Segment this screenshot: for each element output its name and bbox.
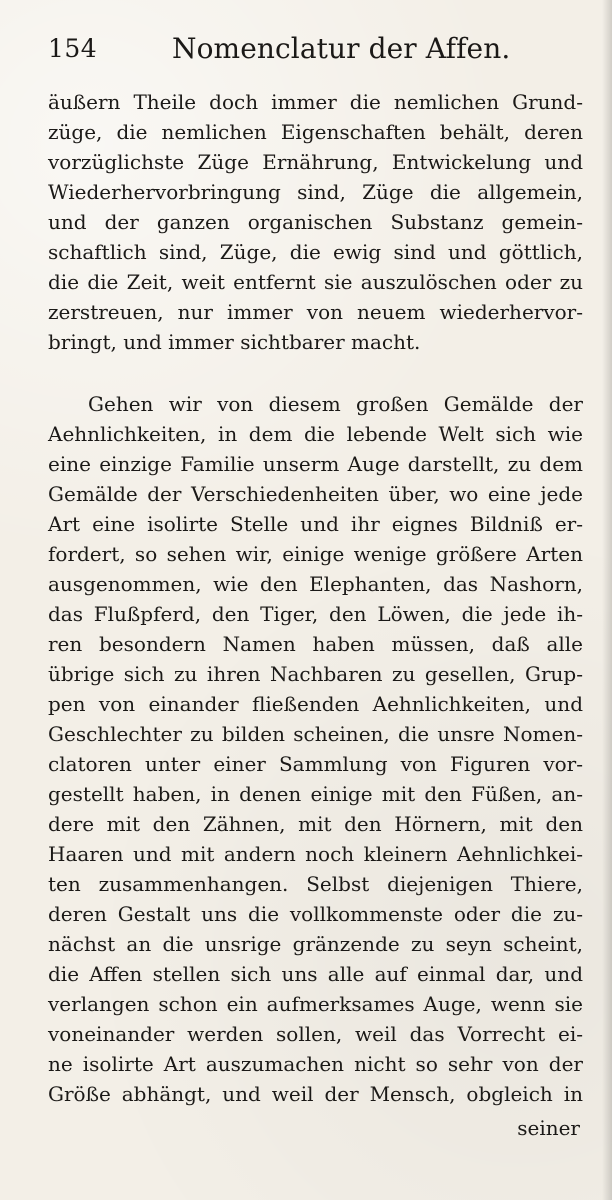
text-line: pen von einander fließenden Aehnlichkeiten, und <box>48 692 583 716</box>
text-line: vorzüglichste Züge Ernährung, Entwickelung und <box>48 150 583 174</box>
text-line: voneinander werden sollen, weil das Vorrecht ei- <box>48 1022 583 1046</box>
text-line: Geschlechter zu bilden scheinen, die unsre Nomen- <box>48 722 583 746</box>
text-line: äußern Theile doch immer die nemlichen Grund- <box>48 90 583 114</box>
paragraph-1 <box>48 87 583 357</box>
text-line: Gehen wir von diesem großen Gemälde der <box>88 392 583 416</box>
catchword: seiner <box>517 1116 580 1140</box>
text-line: nächst an die unsrige gränzende zu seyn scheint, <box>48 932 583 956</box>
text-line: ausgenommen, wie den Elephanten, das Nashorn, <box>48 572 583 596</box>
text-line: Wiederhervorbringung sind, Züge die allgemein, <box>48 180 583 204</box>
text-line: fordert, so sehen wir, einige wenige größere Arten <box>48 542 583 566</box>
text-line: die die Zeit, weit entfernt sie auszulöschen oder zu <box>48 270 583 294</box>
page-edge-shadow <box>602 0 612 1200</box>
text-line: dere mit den Zähnen, mit den Hörnern, mit den <box>48 812 583 836</box>
text-line: die Affen stellen sich uns alle auf einmal dar, und <box>48 962 583 986</box>
text-line: ren besondern Namen haben müssen, daß alle <box>48 632 583 656</box>
text-line: und der ganzen organischen Substanz gemein- <box>48 210 583 234</box>
text-line: ten zusammenhangen. Selbst diejenigen Thiere, <box>48 872 583 896</box>
text-line: das Flußpferd, den Tiger, den Löwen, die jede ih- <box>48 602 583 626</box>
text-line: clatoren unter einer Sammlung von Figuren vor- <box>48 752 583 776</box>
text-line: züge, die nemlichen Eigenschaften behält, deren <box>48 120 583 144</box>
text-line: bringt, und immer sichtbarer macht. <box>48 330 421 354</box>
paragraph-2 <box>48 389 583 1109</box>
text-line: verlangen schon ein aufmerksames Auge, wenn sie <box>48 992 583 1016</box>
text-line: gestellt haben, in denen einige mit den Füßen, an- <box>48 782 583 806</box>
running-title: Nomenclatur der Affen. <box>172 32 511 65</box>
text-line: deren Gestalt uns die vollkommenste oder die zu- <box>48 902 583 926</box>
page-header <box>48 24 578 74</box>
body-text <box>48 87 583 1109</box>
text-line: Aehnlichkeiten, in dem die lebende Welt sich wie <box>48 422 583 446</box>
text-line: ne isolirte Art auszumachen nicht so sehr von der <box>48 1052 583 1076</box>
text-line: Haaren und mit andern noch kleinern Aehnlichkei- <box>48 842 583 866</box>
text-line: eine einzige Familie unserm Auge darstellt, zu dem <box>48 452 583 476</box>
text-line: zerstreuen, nur immer von neuem wiederhervor- <box>48 300 583 324</box>
text-line: schaftlich sind, Züge, die ewig sind und göttlich, <box>48 240 583 264</box>
text-line: Gemälde der Verschiedenheiten über, wo eine jede <box>48 482 583 506</box>
text-line: Größe abhängt, und weil der Mensch, obgleich in <box>48 1082 583 1106</box>
text-line: übrige sich zu ihren Nachbaren zu gesellen, Grup- <box>48 662 583 686</box>
text-line: Art eine isolirte Stelle und ihr eignes Bildniß er- <box>48 512 583 536</box>
page-number: 154 <box>48 34 98 63</box>
